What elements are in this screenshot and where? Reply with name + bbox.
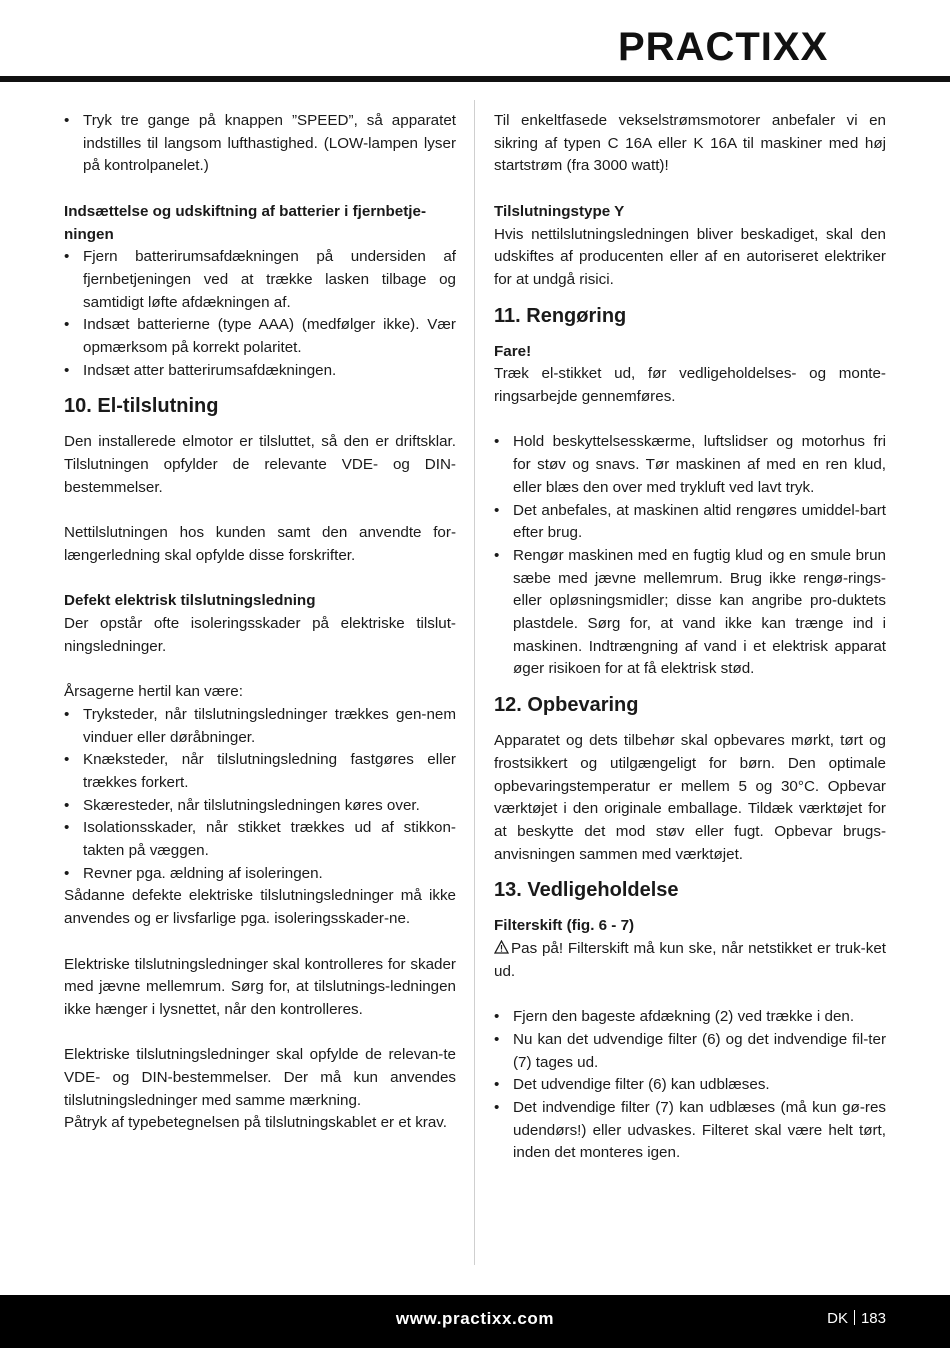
list-item: • Rengør maskinen med en fugtig klud og en smule brun sæbe med jævne mellemrum. Brug ikke rengø-rings- eller opløsningsmidler; disse kan angribe pro-duktets plastdele. Sørg for, at vand ikke kan trænge ind i maskinen. Indtrængning af vand i et elektrisk apparat øger risikoen for at få elektrisk stød.	[494, 546, 886, 678]
causes-bullet-list	[64, 704, 456, 886]
list-item: • Tryksteder, når tilslutningsledninger trækkes gen-nem vinduer eller døråbninger.	[64, 705, 456, 746]
header-bar	[0, 76, 950, 82]
list-item: • Hold beskyttelsesskærme, luftslidser og motorhus fri for støv og snavs. Tør maskinen af med en ren klud, eller blæs den over med trykluft ved lavt tryk.	[494, 433, 886, 496]
list-item: • Fjern den bageste afdækning (2) ved trække i den.	[494, 1006, 886, 1029]
paragraph: Hvis nettilslutningsledningen bliver beskadiget, skal den udskiftes af producenten eller af en autoriseret elektriker for at undgå risici.	[494, 225, 886, 288]
list-item: • Det indvendige filter (7) kan udblæses (må kun gø-res udendørs!) eller udvaskes. Filteret skal være helt tørt, inden det monteres igen.	[494, 1098, 886, 1162]
page-separator	[854, 1310, 855, 1325]
paragraph: Påtryk af typebetegnelsen på tilslutningskablet er et krav.	[64, 1114, 447, 1132]
list-item: • Indsæt atter batterirumsafdækningen.	[64, 360, 456, 383]
bullet-dot-icon: •	[494, 1076, 500, 1094]
paragraph: Den installerede elmotor er tilsluttet, så den er driftsklar. Tilslutningen opfylder de relevante VDE- og DIN-bestemmelser.	[64, 433, 456, 496]
paragraph: Elektriske tilslutningsledninger skal opfylde de relevan-te VDE- og DIN-bestemmelser. Der må kun anvendes tilslutningsledninger med samme mærkning.	[64, 1046, 456, 1109]
column-divider	[474, 100, 475, 1265]
bullet-dot-icon: •	[494, 1008, 500, 1026]
bullet-dot-icon: •	[64, 751, 70, 769]
section-11-title: 11. Rengøring	[494, 304, 627, 327]
right-column	[494, 110, 886, 1165]
filter-warning: Pas på! Filterskift må kun ske, når netstikket er truk-ket ud.	[494, 940, 886, 980]
list-item: • Fjern batterirumsafdækningen på undersiden af fjernbetjeningen ved at trække lasken tilbage og samtidigt løfte afdækningen af.	[64, 248, 456, 311]
danger-heading: Fare!	[494, 342, 532, 360]
footer-bar	[0, 1295, 950, 1348]
section-13-title: 13. Vedligeholdelse	[494, 879, 679, 902]
bullet-dot-icon: •	[64, 864, 70, 882]
bullet-dot-icon: •	[494, 1098, 500, 1116]
bullet-dot-icon: •	[64, 819, 70, 837]
page-number-value: 183	[860, 1310, 886, 1327]
section-12-title: 12. Opbevaring	[494, 694, 639, 717]
list-item: • Isolationsskader, når stikket trækkes ud af stikkon-takten på væggen.	[64, 819, 456, 860]
causes-intro: Årsagerne hertil kan være:	[64, 683, 243, 701]
paragraph: Træk el-stikket ud, før vedligeholdelses- og monte-ringsarbejde gennemføres.	[494, 365, 886, 406]
bullet-dot-icon: •	[494, 433, 500, 451]
list-item: • Revner pga. ældning af isoleringen.	[64, 863, 456, 886]
paragraph: Der opstår ofte isoleringsskader på elektriske tilslut-ningsledninger.	[64, 615, 456, 655]
brand-logo-text: PRACTIXX	[618, 25, 829, 69]
battery-heading: Indsættelse og udskiftning af batterier i fjernbetje-ningen	[64, 202, 427, 243]
list-item: • Indsæt batterierne (type AAA) (medfølger ikke). Vær opmærksom på korrekt polaritet.	[64, 316, 456, 357]
bullet-dot-icon: •	[64, 361, 70, 379]
warning-triangle-icon	[494, 940, 509, 954]
bullet-dot-icon: •	[64, 796, 70, 814]
left-column	[64, 110, 456, 1135]
cleaning-bullet-list	[494, 431, 886, 681]
bullet-dot-icon: •	[494, 546, 500, 564]
bullet-dot-icon: •	[64, 316, 70, 334]
website-link[interactable]: www.practixx.com	[395, 1309, 555, 1328]
paragraph: Nettilslutningen hos kunden samt den anvendte for-længerledning skal opfylde disse forskrifter.	[64, 524, 456, 564]
battery-bullet-list	[64, 246, 456, 382]
list-item: • Tryk tre gange på knappen ”SPEED”, så apparatet indstilles til langsom lufthastighed. (LOW-lampen lyser på kontrolpanelet.)	[64, 112, 456, 175]
language-code: DK	[827, 1310, 848, 1327]
defect-heading: Defekt elektrisk tilslutningsledning	[64, 592, 316, 610]
page-number	[827, 1310, 886, 1327]
list-item: • Skæresteder, når tilslutningsledningen køres over.	[64, 795, 456, 818]
bullet-dot-icon: •	[64, 248, 70, 266]
brand-logo	[616, 14, 918, 78]
bullet-dot-icon: •	[64, 112, 70, 129]
paragraph: Sådanne defekte elektriske tilslutningsledninger må ikke anvendes og er livsfarlige pga. isoleringsskader-ne.	[64, 887, 456, 928]
list-item: • Nu kan det udvendige filter (6) og det indvendige fil-ter (7) tages ud.	[494, 1030, 886, 1071]
bullet-dot-icon: •	[494, 1030, 500, 1048]
list-item: • Knæksteder, når tilslutningsledning fastgøres eller trækkes forkert.	[64, 751, 456, 791]
type-y-heading: Tilslutningstype Y	[494, 202, 625, 220]
bullet-dot-icon: •	[64, 705, 70, 723]
paragraph: Elektriske tilslutningsledninger skal kontrolleres for skader med jævne mellemrum. Sørg for, at tilslutnings-ledningen ikke hænger i lysnettet, når den kontrolleres.	[64, 955, 456, 1018]
bullet-dot-icon: •	[494, 501, 500, 519]
filter-heading: Filterskift (fig. 6 - 7)	[494, 917, 635, 935]
list-item: • Det anbefales, at maskinen altid rengøres umiddel-bart efter brug.	[494, 501, 886, 542]
list-item: • Det udvendige filter (6) kan udblæses.	[494, 1074, 886, 1097]
section-10-title: 10. El-tilslutning	[64, 395, 219, 418]
paragraph: Til enkeltfasede vekselstrømsmotorer anbefaler vi en sikring af typen C 16A eller K 16A til maskiner med høj startstrøm (fra 3000 watt)!	[494, 112, 886, 175]
intro-bullet-list	[64, 110, 456, 178]
paragraph: Apparatet og dets tilbehør skal opbevares mørkt, tørt og frostsikkert og utilgængeligt for børn. Den optimale opbevaringstemperatur er mellem 5 og 30°C. Opbevar værktøjet i den originale emballage. Tildæk værktøjet for at beskytte det mod støv eller fugt. Opbevar brugs-anvisningen sammen med værktøjet.	[494, 732, 886, 863]
filter-bullet-list	[494, 1006, 886, 1165]
